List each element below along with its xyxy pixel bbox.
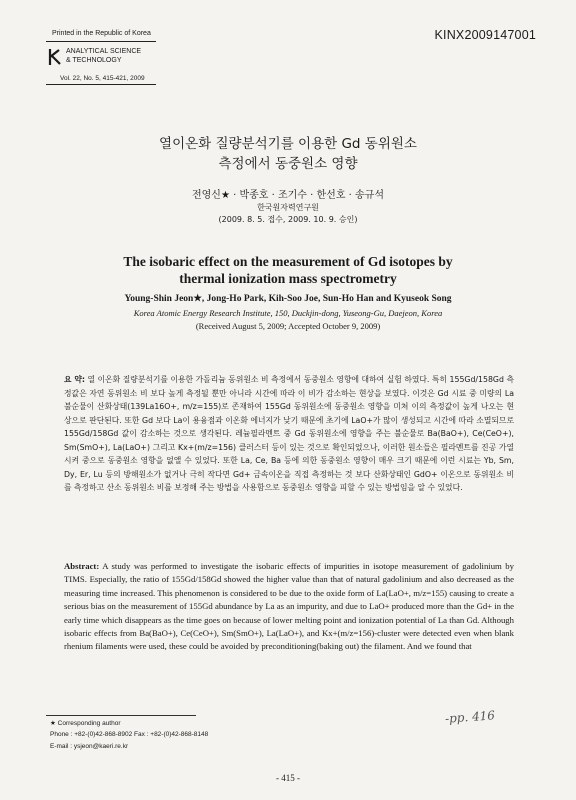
- journal-block: [48, 48, 141, 66]
- contact-email: E-mail : ysjeon@kaeri.re.kr: [50, 743, 129, 750]
- header-rule-top: [46, 41, 156, 42]
- english-authors: Young-Shin Jeon★, Jong-Ho Park, Kih-Soo Joe, Sun-Ho Han and Kyuseok Song: [124, 294, 452, 304]
- korean-abstract-label: 요 약:: [64, 375, 85, 384]
- korean-authors: 전영신★ · 박종호 · 조기수 · 한선호 · 송규석: [191, 190, 384, 201]
- journal-name: [66, 48, 141, 65]
- english-abstract-label: Abstract:: [64, 561, 100, 571]
- korean-affiliation: 한국원자력연구원: [257, 203, 319, 212]
- footnote-rule: [46, 715, 196, 716]
- page-number: - 415 -: [276, 773, 300, 783]
- english-abstract: [64, 560, 514, 654]
- printed-in-korea: Printed in the Republic of Korea: [52, 30, 151, 37]
- korean-abstract-text: 열 이온화 질량분석기를 이용한 가돌리늄 동위원소 비 측정에서 동중원소 영향에 대하여 실험 하였다. 특히 155Gd/158Gd 측정값은 자연 동위원소 비 보다 높게 측정될 뿐만 아니라 시간에 따라 이 비가 감소하는 현상을 보였다. 이것은 Gd 시료 중 미량의 La 불순물이 산화상태(139La16O+, m/z=155)로 존재하여 155Gd 동위원소에 동중원소 영향을 미쳐 이의 측정값이 높게 나오는 현상으로 판단된다. 또한 Gd 보다 La이 용융점과 이온화 에너지가 낮기 때문에 초기에 LaO+가 많이 생성되고 시간에 따라 소멸되므로 155Gd/158Gd 값이 감소하는 것으로 생각된다. 레늄필라멘트 중 Gd 동위원소에 영향을 주는 불순물로 Ba(BaO+), Ce(CeO+), Sm(SmO+), La(LaO+) 그리고 Kx+(m/z=156) 클러스터 등이 있는 것으로 확인되었으나, 이러한 원소들은 필라멘트를 진공 가열시켜 중으로 동중원소 영향을 없앨 수 있었다. 또한 La, Ce, Ba 등에 의한 동중원소 영향이 매우 크기 때문에 이런 시료는 Yb, Sm, Dy, Er, Lu 등의 방해원소가 없거나 극히 작다면 Gd+ 금속이온을 직접 측정하는 것 보다 산화상태인 GdO+ 이온으로 동위원소 비를 측정하고 산소 동위원소 비를 보정해 주는 방법을 사용함으로 동중원소 영향을 피할 수 있는 방법임을 알 수 있었다.: [64, 375, 515, 492]
- english-abstract-text: A study was performed to investigate the isobaric effects of impurities in isotope measurement of gadolinium by TIMS. Especially, the ratio of 155Gd/158Gd showed the higher value than that of natural gadolinium and also decreased as the measuring time increased. This phenomenon is considered to be due to the oxide form of La(LaO+, m/z=155) causing to create a serious bias on the measurement of 155Gd abundance by La as an impurity, and due to LaO+ produced more than the Gd+ in the early time which disappears as the time goes on because of lower melting point and ionization potential of La than Gd. Although isobaric effects from Ba(BaO+), Ce(CeO+), Sm(SmO+), La(LaO+), and Kx+(m/z=156)-cluster were detected even when blank rhenium filaments were used, these could be avoided by preconditioning(baking out) the filament. And we found that: [64, 561, 514, 652]
- korean-title-line2: 측정에서 동중원소 영향: [218, 156, 358, 172]
- journal-name-line2: & TECHNOLOGY: [66, 56, 122, 64]
- korean-dates: (2009. 8. 5. 접수, 2009. 10. 9. 승인): [218, 215, 358, 224]
- english-title-line2: thermal ionization mass spectrometry: [179, 271, 397, 286]
- english-dates: (Received August 5, 2009; Accepted October 9, 2009): [195, 321, 381, 331]
- volume-info: Vol. 22, No. 5, 415-421, 2009: [60, 75, 145, 82]
- korean-title: [0, 134, 576, 174]
- english-title-line1: The isobaric effect on the measurement of Gd isotopes by: [123, 254, 453, 269]
- document-id: KINX2009147001: [434, 28, 536, 42]
- contact-phone: Phone : +82-(0)42-868-8902 Fax : +82-(0)42-868-8148: [50, 731, 209, 738]
- handwritten-note: -pp. 416: [444, 708, 496, 726]
- english-title: [0, 253, 576, 287]
- journal-logo-icon: [48, 48, 62, 66]
- english-affiliation: Korea Atomic Energy Research Institute, 150, Duckjin-dong, Yuseong-Gu, Daejeon, Korea: [133, 308, 443, 318]
- korean-abstract: [64, 373, 514, 495]
- header-rule-bottom: [46, 84, 156, 85]
- journal-name-line1: ANALYTICAL SCIENCE: [66, 48, 142, 55]
- korean-title-line1: 열이온화 질량분석기를 이용한 Gd 동위원소: [159, 136, 417, 152]
- corresponding-author: ★ Corresponding author: [50, 720, 121, 727]
